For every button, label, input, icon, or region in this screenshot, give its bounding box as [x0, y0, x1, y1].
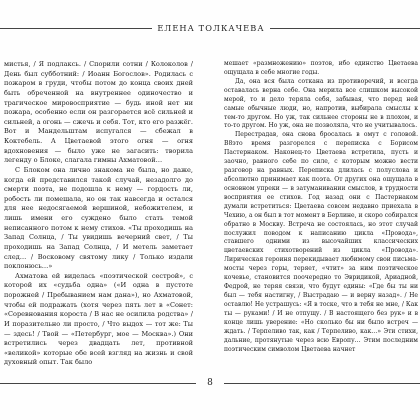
footer-rule-right [224, 383, 420, 384]
footer-rule-left [0, 383, 196, 384]
paragraph: мешает «размножению» поэтов, ибо единство Цветаева ощущала в себе многие годы. [224, 60, 418, 76]
page-number: 8 [207, 378, 213, 388]
paragraph: С Блоком она лично знакома не была, но даже, когда ей представился такой случай, незадолго до смерти поэта, не подошла к нему — гордость ли, робость ли помешала, но он так навсегда и остался для нее недосягаемой вершиной, небожителем, и лишь имени его суждено было стать темой неписанного потом к нему стихов. «Ты проходишь на Запад Солнца, / Ты увидишь вечерний свет, / Ты проходишь на Запад Солнца, / И метель заметает след… / Восковому святому лику / Только издали поклонюсь…» [4, 165, 193, 271]
running-header [0, 22, 420, 36]
paragraph: Ахматова ей виделась «поэтической сестрой», с которой их «судьба одна» («И одна в пустоте порожней / Пребыванием нам дана»), но Ахматовой, чтобы ей подражать (хотя через пять лет в «Сонет: «Соревнования короста / В нас не осилила родства» / И поразительно ли просто, / Что выдох — тот же: Ты — здесь! / Твой — «Петербург, мое — Москва».) Они встретились через двадцать лет, противной «великой» которые обе всей взгляд на жизнь и свой духовный опыт. Так было [4, 271, 193, 367]
running-header-title: ЕЛЕНА ТОЛКАЧЕВА [157, 23, 265, 33]
header-rule-right [270, 28, 420, 29]
header-rule-left [0, 28, 152, 29]
paragraph: Перестрадав, она снова бросалась в омут с головой. В8это время разгорелся с переписка с Борисом Пастернаком. Наконец-то Цветаева встретила, пусть и заочно, равного себе по силе, с которым можно вести разговор на равных. Переписка длилась с полуслова и абсолютно принимает как поэта. От других она ощущала в основном упреки — в затуманивании смыслов, в трудности восприятия ее стихов. Год назад они с Пастернаком думали встретиться: Цветаева совсем недавно приехала в Чехию, а он был в тот момент в Берлине, и скоро собирался обратно в Москву. Встреча не состоялась, но этот случай послужил поводом к написанию цикла «Провода», ставшего одними из высочайших классических цветаевских стихотворений из цикла «Провода». Лирическая героиня перекидывает любимому свои письма-мосты через горы, теряет, «чтит» за ним поэтическое кочевье, становится поочередно то Эвридикой, Ариадной, Федрой, не теряя связи, что будут едины: «Где бы ты ни был — тебя настигну, / Выстрадаю — и верну назад». / Не оставлю! Не устрашусь: «Я в тоске, что в тебя не мне, / Как ты — руками! / И не отпущу. / В настоящего без рук» и в конце лишь уверение: «Но сколько бы ни было встреч — ждать. / Терпеливо так, как / Терпеливо, как…» Эти стихи, дальние, протянутые через всю Европу… Этим последним поэтическим символом Цветаева начнет [224, 131, 418, 353]
text-column-left [4, 60, 193, 368]
page-footer [0, 376, 420, 390]
paragraph: Да, она вся была соткана из противоречий, и всегда оставалась верна себе. Она мерила все слишком высокой мерой, то и дело теряла себя, забывая, что перед ней самые обычные люди, но, напротив, выбирала смыслы к тем-то другом. Но уж, так сильнее стороны не в плохом, и то-то другом. Но уж, она не позволяла, что не учитывалось. [224, 77, 418, 130]
paragraph: мистья, / Я подлаксь. / Спорили сотни / Колоколов / День был субботний: / Иоанн Богослов». Родилась с пожаром в груди, чтобы потом до конца своих дней быть обреченной на внутреннее одиночество и трагическое мировосприятие — будь иной нет ни пожара, особенно если он разгорается всё сильней и сильней, а огонь — сжечь и себя. Тот, кто его разжёг. Вот и Мандельштам испугался — сбежал в Коктебель. А Цветаевой этого огня — огня вдохновения — было уже не загасить: творила легенду о Блоке, слагала гимны Ахматовой… [4, 60, 193, 165]
text-column-right [224, 60, 418, 354]
